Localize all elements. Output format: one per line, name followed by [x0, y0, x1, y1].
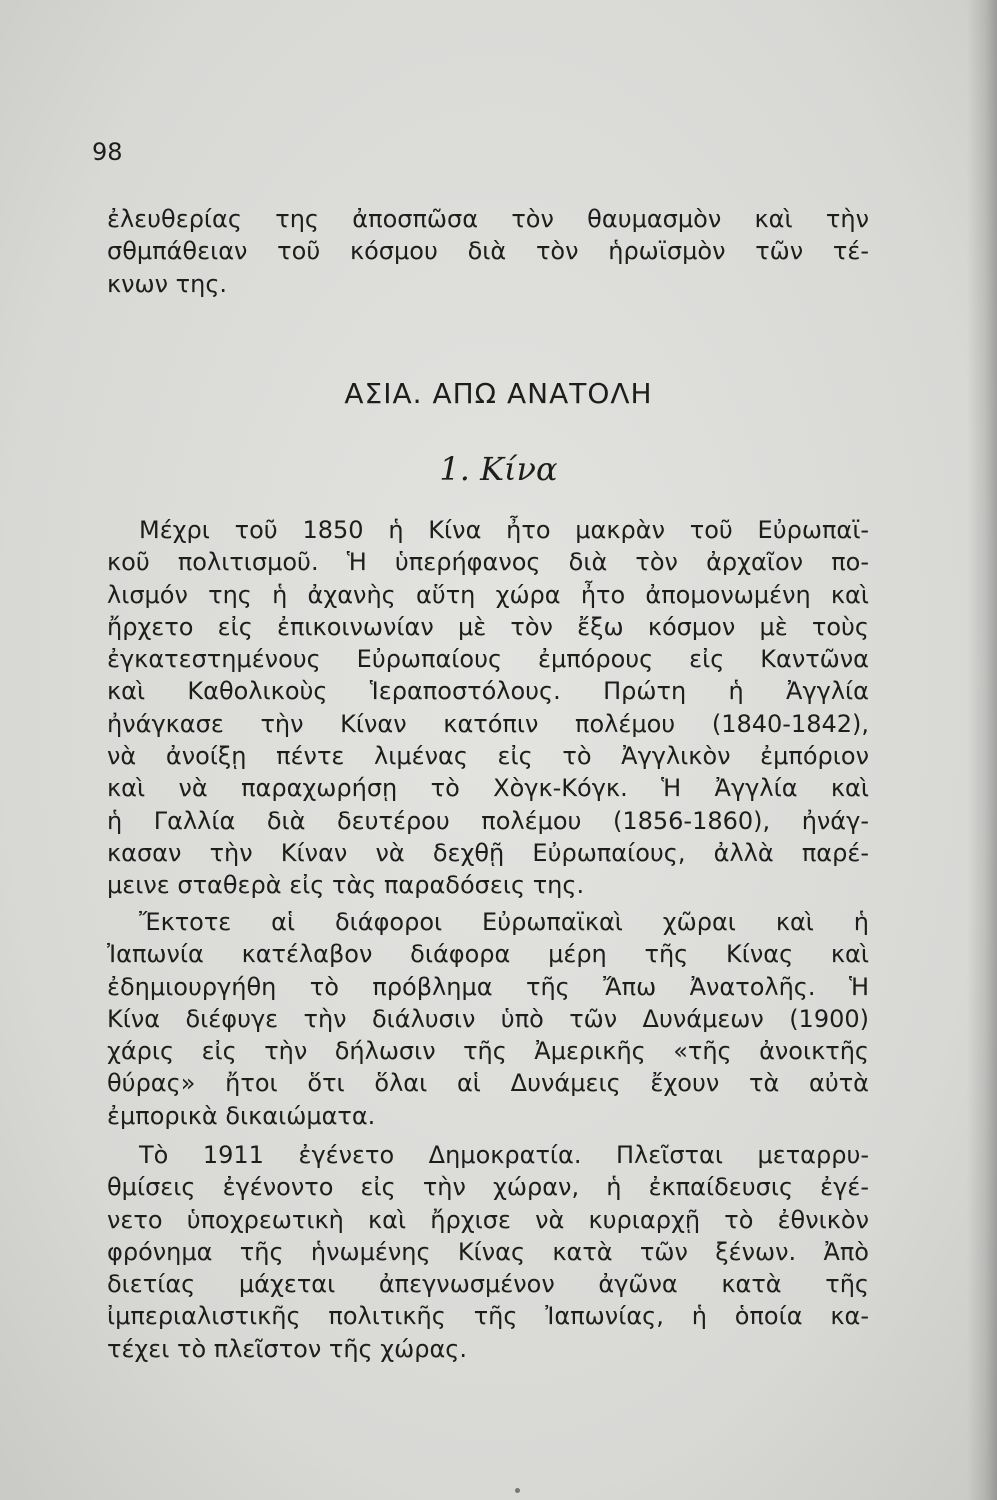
text-line: ἐγκατεστημένους Εὐρωπαίους ἐμπόρους εἰς Καντῶνα: [107, 645, 869, 674]
text-line: νετο ὑποχρεωτικὴ καὶ ἤρχισε νὰ κυριαρχῇ τὸ ἐθνικὸν: [107, 1205, 869, 1234]
page-edge-shadow: [967, 0, 997, 1500]
text-line: Μέχρι τοῦ 1850 ἡ Κίνα ἦτο μακρὰν τοῦ Εὐρωπαϊ-: [139, 516, 869, 544]
intro-text: [107, 203, 869, 300]
text-line: φρόνημα τῆς ἡνωμένης Κίνας κατὰ τῶν ξένων. Ἀπὸ: [107, 1237, 869, 1266]
text-line: ἠνάγκασε τὴν Κίναν κατόπιν πολέμου (1840-1842),: [107, 709, 869, 738]
text-line: ἐδημιουργήθη τὸ πρόβλημα τῆς Ἄπω Ἀνατολῆς. Ἡ: [107, 972, 869, 1001]
text-line: θμίσεις ἐγένοντο εἰς τὴν χώραν, ἡ ἐκπαίδευσις ἐγέ-: [107, 1173, 869, 1202]
text-line: Ἰαπωνία κατέλαβον διάφορα μέρη τῆς Κίνας καὶ: [107, 940, 869, 969]
text-line: Κίνα διέφυγε τὴν διάλυσιν ὑπὸ τῶν Δυνάμεων (1900): [107, 1004, 869, 1033]
text-line: νὰ ἀνοίξῃ πέντε λιμένας εἰς τὸ Ἀγγλικὸν ἐμπόριον: [107, 742, 869, 771]
text-line: ἡ Γαλλία διὰ δευτέρου πολέμου (1856-1860), ἠνάγ-: [107, 806, 869, 835]
text-line: ἐμπορικὰ δικαιώματα.: [107, 1101, 376, 1130]
text-line: μεινε σταθερὰ εἰς τὰς παραδόσεις της.: [107, 871, 585, 900]
text-line: τέχει τὸ πλεῖστον τῆς χώρας.: [107, 1334, 467, 1363]
text-line: ἤρχετο εἰς ἐπικοινωνίαν μὲ τὸν ἔξω κόσμον μὲ τοὺς: [107, 612, 869, 641]
text-line: ἰμπεριαλιστικῆς πολιτικῆς τῆς Ἰαπωνίας, ἡ ὁποία κα-: [107, 1302, 869, 1331]
paragraph-3: [107, 1139, 869, 1365]
paragraph-2: [107, 906, 869, 1132]
text-line: Ἔκτοτε αἱ διάφοροι Εὐρωπαϊκαὶ χῶραι καὶ ἡ: [139, 908, 869, 936]
text-line: κοῦ πολιτισμοῦ. Ἡ ὑπερήφανος διὰ τὸν ἀρχαῖον πο-: [107, 548, 869, 577]
section-heading: ΑΣΙΑ. ΑΠΩ ΑΝΑΤΟΛΗ: [344, 377, 653, 410]
text-line: κνων της.: [107, 269, 228, 298]
text-line: καὶ νὰ παραχωρήσῃ τὸ Χὸγκ-Κόγκ. Ἡ Ἀγγλία καὶ: [107, 774, 869, 803]
text-line: θύρας» ἤτοι ὅτι ὅλαι αἱ Δυνάμεις ἔχουν τὰ αὐτὰ: [107, 1069, 869, 1098]
page-number: 98: [92, 138, 123, 166]
text-line: κασαν τὴν Κίναν νὰ δεχθῇ Εὐρωπαίους, ἀλλὰ παρέ-: [107, 838, 869, 867]
text-line: σθμπάθειαν τοῦ κόσμου διὰ τὸν ἡρωϊσμὸν τῶν τέ-: [107, 237, 869, 266]
subsection-heading: 1. Κίνα: [439, 450, 558, 488]
text-line: ἐλευθερίας της ἀποσπῶσα τὸν θαυμασμὸν καὶ τὴν: [107, 205, 869, 233]
text-line: χάρις εἰς τὴν δήλωσιν τῆς Ἀμερικῆς «τῆς ἀνοικτῆς: [107, 1037, 869, 1066]
text-line: Τὸ 1911 ἐγένετο Δημοκρατία. Πλεῖσται μεταρρυ-: [139, 1141, 869, 1169]
text-line: διετίας μάχεται ἀπεγνωσμένον ἀγῶνα κατὰ τῆς: [107, 1270, 869, 1299]
paragraph-1: [107, 514, 869, 902]
paper-speck: [515, 1488, 520, 1493]
text-line: λισμόν της ἡ ἀχανὴς αὕτη χώρα ἦτο ἀπομονωμένη καὶ: [107, 580, 869, 609]
text-line: καὶ Καθολικοὺς Ἱεραποστόλους. Πρώτη ἡ Ἀγγλία: [107, 677, 869, 706]
